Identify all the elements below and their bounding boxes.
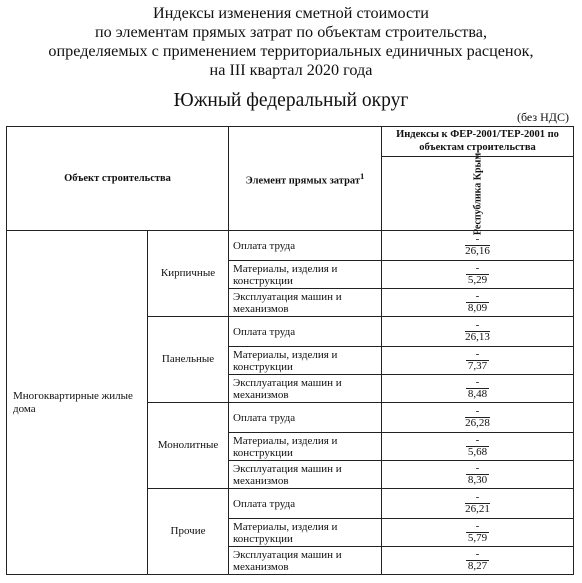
index-federal-value: - [465, 320, 490, 332]
index-fraction [466, 291, 490, 314]
index-federal-value: - [466, 549, 490, 561]
index-value-cell [382, 519, 574, 547]
building-type-cell: Прочие [148, 489, 229, 575]
index-value-cell [382, 375, 574, 403]
index-value-cell [382, 347, 574, 375]
cost-element-cell: Оплата труда [229, 489, 382, 519]
cost-element-cell: Эксплуатация машин и механизмов [229, 375, 382, 403]
index-federal-value: - [465, 492, 490, 504]
index-fraction [465, 320, 490, 343]
index-territorial-value: 26,16 [465, 245, 490, 257]
cost-element-cell: Оплата труда [229, 317, 382, 347]
index-federal-value: - [466, 435, 490, 447]
index-federal-value: - [466, 463, 490, 475]
index-fraction [465, 406, 490, 429]
index-federal-value: - [465, 406, 490, 418]
region-label: Республика Крым [471, 152, 483, 235]
index-value-cell [382, 433, 574, 461]
cost-element-cell: Материалы, изделия и конструкции [229, 433, 382, 461]
cost-element-cell: Оплата труда [229, 231, 382, 261]
index-value-cell [382, 317, 574, 347]
vat-note: (без НДС) [516, 110, 569, 124]
header-region [382, 152, 574, 235]
index-federal-value: - [466, 377, 490, 389]
cost-element-cell: Оплата труда [229, 403, 382, 433]
index-value-cell [382, 489, 574, 519]
index-territorial-value: 26,28 [465, 417, 490, 429]
index-territorial-value: 8,09 [467, 302, 488, 314]
index-fraction [466, 549, 490, 572]
index-fraction [466, 349, 490, 372]
index-table [6, 126, 574, 575]
index-territorial-value: 8,48 [467, 388, 488, 400]
index-territorial-value: 26,21 [465, 503, 490, 515]
index-value-cell [382, 403, 574, 433]
cost-element-cell: Эксплуатация машин и механизмов [229, 461, 382, 489]
document-title [0, 4, 582, 80]
index-federal-value: - [465, 234, 490, 246]
index-fraction [466, 263, 490, 286]
title-line-1: Индексы изменения сметной стоимости [153, 4, 429, 22]
table-row [7, 231, 574, 261]
index-federal-value: - [466, 349, 490, 361]
index-territorial-value: 5,79 [467, 532, 488, 544]
cost-element-cell: Материалы, изделия и конструкции [229, 519, 382, 547]
category-cell: Многоквартирные жилые дома [7, 231, 148, 575]
building-type-cell: Панельные [148, 317, 229, 403]
index-territorial-value: 5,68 [467, 446, 488, 458]
index-value-cell [382, 289, 574, 317]
index-value-cell [382, 461, 574, 489]
index-federal-value: - [466, 521, 490, 533]
index-fraction [465, 492, 490, 515]
header-object: Объект строительства [7, 127, 229, 231]
index-fraction [466, 463, 490, 486]
cost-element-cell: Эксплуатация машин и механизмов [229, 547, 382, 575]
building-type-cell: Монолитные [148, 403, 229, 489]
title-line-2: по элементам прямых затрат по объектам строительства, [94, 23, 488, 41]
index-territorial-value: 7,37 [467, 360, 488, 372]
index-territorial-value: 8,30 [467, 474, 488, 486]
index-federal-value: - [466, 263, 490, 275]
index-value-cell [382, 261, 574, 289]
cost-element-cell: Материалы, изделия и конструкции [229, 347, 382, 375]
index-fraction [466, 521, 490, 544]
cost-element-cell: Эксплуатация машин и механизмов [229, 289, 382, 317]
index-fraction [465, 234, 490, 257]
title-line-3: определяемых с применением территориальных единичных расценок, [48, 42, 534, 60]
header-index-group: Индексы к ФЕР-2001/ТЕР-2001 по объектам строительства [382, 127, 574, 157]
footnote-marker: 1 [360, 170, 365, 181]
index-territorial-value: 26,13 [465, 331, 490, 343]
cost-element-cell: Материалы, изделия и конструкции [229, 261, 382, 289]
index-fraction [466, 377, 490, 400]
title-line-4: на III квартал 2020 года [209, 61, 373, 79]
header-element: Элемент прямых затрат$^1$ [229, 127, 382, 231]
index-territorial-value: 8,27 [467, 560, 488, 572]
index-territorial-value: 5,29 [467, 274, 488, 286]
index-value-cell [382, 547, 574, 575]
index-federal-value: - [466, 291, 490, 303]
index-fraction [466, 435, 490, 458]
building-type-cell: Кирпичные [148, 231, 229, 317]
district-heading: Южный федеральный округ [173, 90, 409, 111]
